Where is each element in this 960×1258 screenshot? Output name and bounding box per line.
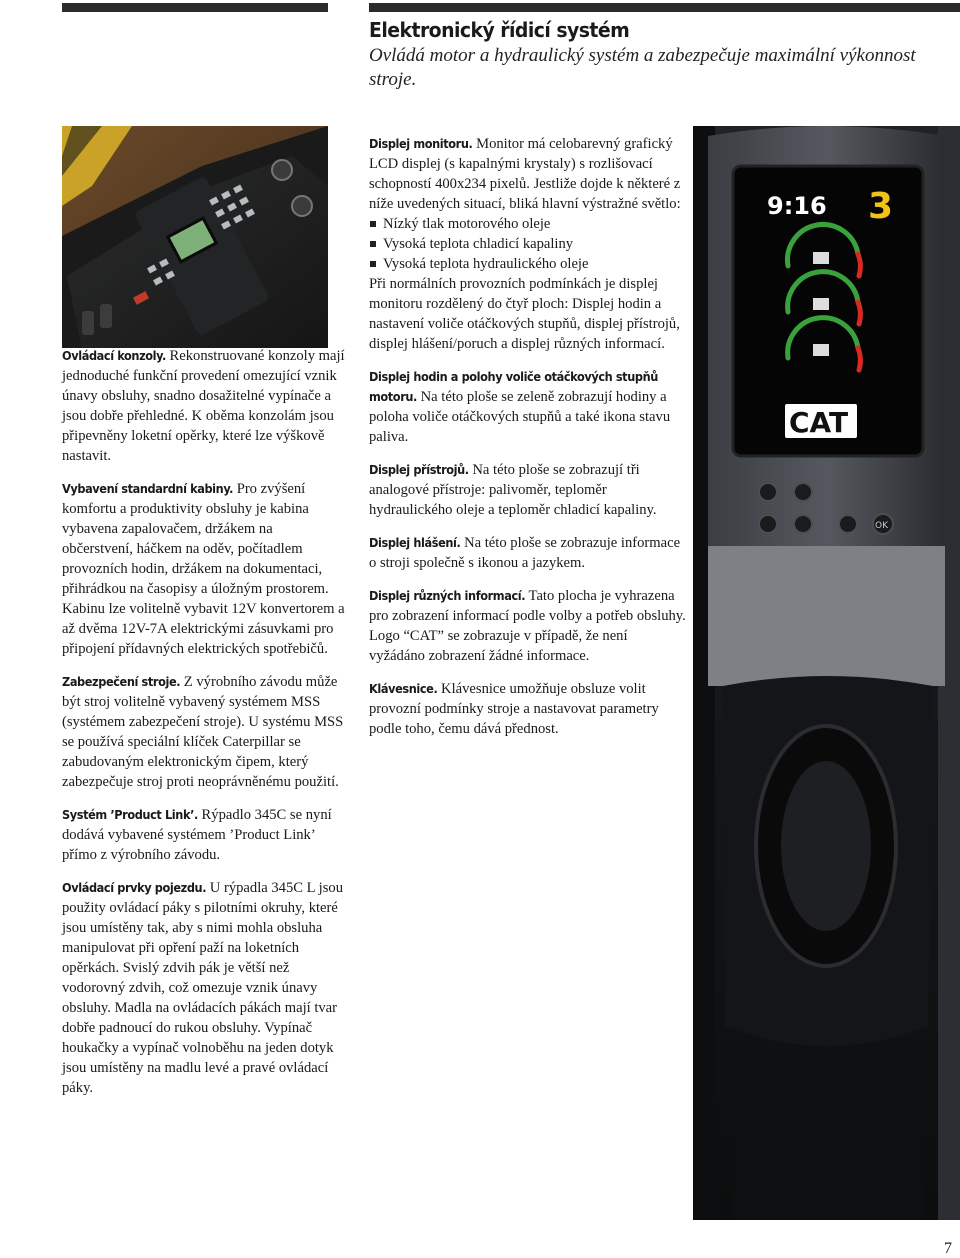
lead-keypad: Klávesnice.: [369, 681, 438, 696]
text-cab: Pro zvýšení komfortu a produktivity obsluhy je kabina vybavena zapalovačem, držákem na občerstvení, háčkem na oděv, počítadlem provozních hodin, držákem na dokumentaci, přihrádkou na časopisy a úložným prostorem. Kabinu lze volitelně vybavit 12V konvertorem a až dvěma 12V-7A elektrickými zásuvkami pro připojení přídavných elektrických spotřebičů.: [62, 481, 345, 657]
monitor-illustration: [693, 126, 960, 1220]
header: [369, 18, 929, 92]
paragraph-product-link: [62, 805, 347, 865]
lead-product-link: Systém ’Product Link’.: [62, 807, 198, 822]
warning-list: [369, 214, 687, 274]
page-subtitle: Ovládá motor a hydraulický systém a zabezpečuje maximální výkonnost stroje.: [369, 45, 916, 90]
left-text-column: [62, 346, 347, 1111]
text-travel-controls: U rýpadla 345C L jsou použity ovládací páky s pilotními okruhy, které jsou umístěny tak, aby s nimi mohla obsluha manipulovat při opření paží na loketních opěrkách. Svislý zdvih pák je větší než vodorovný zdvih, což omezuje vznik únavy obsluhy. Madla na ovládacích pákách mají tvar dobře padnoucí do rukou obsluhy. Vypínač houkačky a vypínač volnoběhu na jeden dotyk jsou umístěny na madlu levé a pravé ovládací páky.: [62, 880, 343, 1096]
top-rule-right: [369, 3, 960, 12]
text-gauges: Na této ploše se zobrazují tři analogové přístroje: palivoměr, teploměr hydraulického oleje a teploměr chladicí kapaliny.: [369, 462, 657, 518]
middle-text-column: [369, 134, 687, 752]
ok-key-label: OK: [875, 521, 888, 531]
key-back-icon: [839, 515, 857, 533]
clock-readout: 9:16: [767, 192, 827, 220]
text-monitor-areas: Při normálních provozních podmínkách je displej monitoru rozdělený do čtyř ploch: Displej hodin a nastavení voliče otáčkových stupňů, displej přístrojů, displej hlášení/poruch a displej různých informací.: [369, 276, 680, 352]
text-monitor: Monitor má celobarevný grafický LCD displej (s kapalnými krystaly) s rozlišovací schopností 400x234 pixelů. Jestliže dojde k některé z níže uvedených situací, bliká hlavní výstražné světlo:: [369, 136, 681, 212]
list-item: Nízký tlak motorového oleje: [369, 214, 687, 234]
text-clock: Na této ploše se zeleně zobrazují hodiny a poloha voliče otáčkových stupňů a také ikona stavu paliva.: [369, 389, 671, 445]
paragraph-gauges: [369, 460, 687, 520]
lead-security: Zabezpečení stroje.: [62, 674, 181, 689]
key-down-icon: [794, 483, 812, 501]
monitor-photo: [693, 126, 960, 1220]
lead-clock: Displej hodin a polohy voliče otáčkových stupňů motoru.: [369, 369, 658, 404]
key-right-icon: [794, 515, 812, 533]
lead-monitor: Displej monitoru.: [369, 136, 473, 151]
air-vent-icon: [781, 761, 871, 931]
control-console-photo: [62, 126, 328, 348]
control-console-illustration: [62, 126, 328, 348]
key-up-icon: [759, 483, 777, 501]
paragraph-travel-controls: [62, 878, 347, 1098]
paragraph-misc: [369, 586, 687, 666]
lead-console: Ovládací konzoly.: [62, 348, 166, 363]
list-item: Vysoká teplota hydraulického oleje: [369, 254, 687, 274]
paragraph-keypad: [369, 679, 687, 739]
cat-logo: CAT: [789, 406, 849, 439]
text-keypad: Klávesnice umožňuje obsluze volit provozní podmínky stroje a nastavovat parametry podle toho, čemu dává přednost.: [369, 681, 659, 737]
text-security: Z výrobního závodu může být stroj volitelně vybavený systémem MSS (systémem zabezpečení stroje). U systému MSS se používá speciální klíček Caterpillar se zabudovaným elektronickým čipem, který zabezpečuje stroj proti neoprávněnému použití.: [62, 674, 344, 790]
lead-cab: Vybavení standardní kabiny.: [62, 481, 234, 496]
paragraph-monitor: [369, 134, 687, 214]
paragraph-security: [62, 672, 347, 792]
text-product-link: Rýpadlo 345C se nyní dodává vybavené systémem ’Product Link’ přímo z výrobního závodu.: [62, 807, 332, 863]
key-left-icon: [759, 515, 777, 533]
lead-misc: Displej různých informací.: [369, 588, 526, 603]
paragraph-console: [62, 346, 347, 466]
paragraph-cab: [62, 479, 347, 659]
text-console: Rekonstruované konzoly mají jednoduché funkční provedení omezující vznik únavy obsluhy, snadno dosažitelné vypínače a jsou dobře přehledné. K oběma konzolám jsou připevněny loketní opěrky, které lze výškově nastavit.: [62, 348, 345, 464]
text-messages: Na této ploše se zobrazuje informace o stroji společně s ikonou a jazykem.: [369, 535, 681, 571]
text-misc: Tato plocha je vyhrazena pro zobrazení informací podle volby a potřeb obsluhy. Logo “CAT” se zobrazuje v případě, že není vyžádáno zobrazení žádné informace.: [369, 588, 686, 664]
gear-readout: 3: [868, 186, 894, 227]
coolant-temp-icon: [813, 344, 829, 356]
page-number: 7: [944, 1240, 952, 1257]
lead-messages: Displej hlášení.: [369, 535, 461, 550]
paragraph-clock: [369, 367, 687, 447]
top-rule-left: [62, 3, 328, 12]
list-item: Vysoká teplota chladicí kapaliny: [369, 234, 687, 254]
lead-travel-controls: Ovládací prvky pojezdu.: [62, 880, 207, 895]
hydraulic-temp-icon: [813, 298, 829, 310]
fuel-icon: [813, 252, 829, 264]
lead-gauges: Displej přístrojů.: [369, 462, 469, 477]
page-title: Elektronický řídicí systém: [369, 18, 630, 42]
paragraph-messages: [369, 533, 687, 573]
